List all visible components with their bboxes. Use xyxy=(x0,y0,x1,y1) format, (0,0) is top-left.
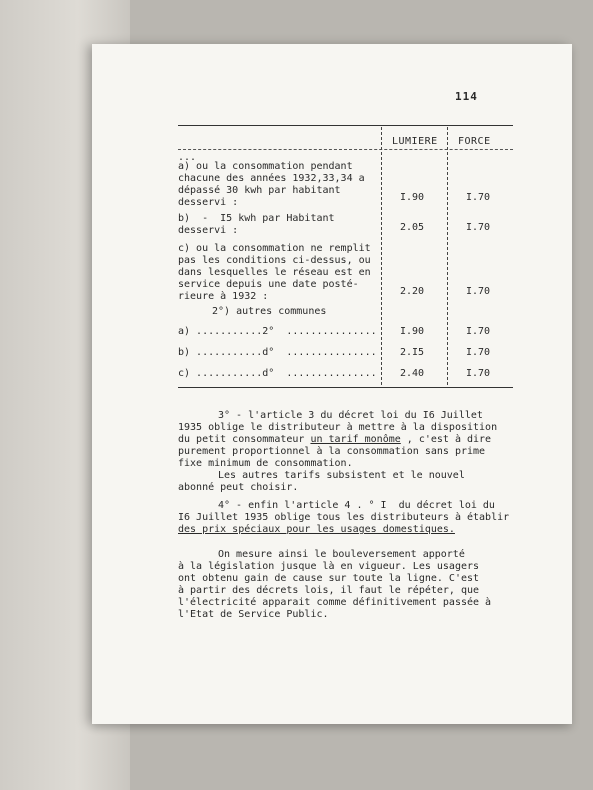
row-c-line-3: dans lesquelles le réseau est en xyxy=(178,267,371,278)
table-bottom-rule xyxy=(178,387,513,388)
sub-row-c-force: I.70 xyxy=(466,368,491,379)
row-a-force: I.70 xyxy=(466,192,491,203)
page-number: 114 xyxy=(455,90,478,103)
table-top-rule xyxy=(178,125,513,126)
sub-row-a-force: I.70 xyxy=(466,326,491,337)
para3-line-1: 3° - l'article 3 du décret loi du I6 Juillet xyxy=(218,410,483,421)
row-c-line-5: rieure à 1932 : xyxy=(178,291,269,302)
para5-line-6: l'Etat de Service Public. xyxy=(178,609,329,620)
document-page xyxy=(92,44,572,724)
row-a-lumiere: I.90 xyxy=(400,192,425,203)
row-c-lumiere: 2.20 xyxy=(400,286,425,297)
para5-line-3: ont obtenu gain de cause sur toute la ligne. C'est xyxy=(178,573,480,584)
row-c-line-1: c) ou la consommation ne remplit xyxy=(178,243,371,254)
sub-row-c-lumiere: 2.40 xyxy=(400,368,425,379)
column-header-lumiere: LUMIERE xyxy=(392,136,438,147)
para3-line-7: abonné peut choisir. xyxy=(178,482,299,493)
para5-line-1: On mesure ainsi le bouleversement apporté xyxy=(218,549,465,560)
table-ellipsis: ... xyxy=(178,152,197,163)
row-a-line-4: desservi : xyxy=(178,197,239,208)
row-a-line-2: chacune des années 1932,33,34 a xyxy=(178,173,365,184)
row-b-line-1: b) - I5 kwh par Habitant xyxy=(178,213,335,224)
sub-row-b-lumiere: 2.I5 xyxy=(400,347,425,358)
para5-line-5: l'électricité apparait comme définitivement passée à xyxy=(178,597,492,608)
column-separator-left xyxy=(381,127,382,385)
sub-row-c-label: c) ...........d° ............... xyxy=(178,368,377,379)
sub-row-b-force: I.70 xyxy=(466,347,491,358)
column-separator-right xyxy=(447,127,448,385)
row-c-force: I.70 xyxy=(466,286,491,297)
para5-line-2: à la législation jusque là en vigueur. Les usagers xyxy=(178,561,480,572)
sub-heading-autres-communes: 2°) autres communes xyxy=(212,306,327,317)
para5-line-4: à partir des décrets lois, il faut le répéter, que xyxy=(178,585,480,596)
para3-line-2: 1935 oblige le distributeur à mettre à la disposition xyxy=(178,422,498,433)
row-c-line-2: pas les conditions ci-dessus, ou xyxy=(178,255,371,266)
column-header-force: FORCE xyxy=(458,136,491,147)
table-header-rule xyxy=(178,149,513,150)
tarif-monome-emphasis: un tarif monôme xyxy=(310,434,401,445)
row-b-lumiere: 2.05 xyxy=(400,222,425,233)
para4-line-2: I6 Juillet 1935 oblige tous les distributeurs à établir xyxy=(178,512,510,523)
para3-line-3: du petit consommateur un tarif monôme , c'est à dire xyxy=(178,434,492,445)
row-b-line-2: desservi : xyxy=(178,225,239,236)
para4-line-1: 4° - enfin l'article 4 . ° I du décret loi du xyxy=(218,500,495,511)
row-a-line-3: dépassé 30 kwh par habitant xyxy=(178,185,341,196)
para3-line-5: fixe minimum de consommation. xyxy=(178,458,353,469)
sub-row-a-lumiere: I.90 xyxy=(400,326,425,337)
row-a-line-1: a) ou la consommation pendant xyxy=(178,161,353,172)
sub-row-b-label: b) ...........d° ............... xyxy=(178,347,377,358)
row-c-line-4: service depuis une date posté- xyxy=(178,279,359,290)
row-b-force: I.70 xyxy=(466,222,491,233)
para3-line-4: purement proportionnel à la consommation sans prime xyxy=(178,446,486,457)
para3-line-6: Les autres tarifs subsistent et le nouvel xyxy=(218,470,465,481)
sub-row-a-label: a) ...........2° ............... xyxy=(178,326,377,337)
para4-line-3: des prix spéciaux pour les usages domestiques. xyxy=(178,524,455,535)
